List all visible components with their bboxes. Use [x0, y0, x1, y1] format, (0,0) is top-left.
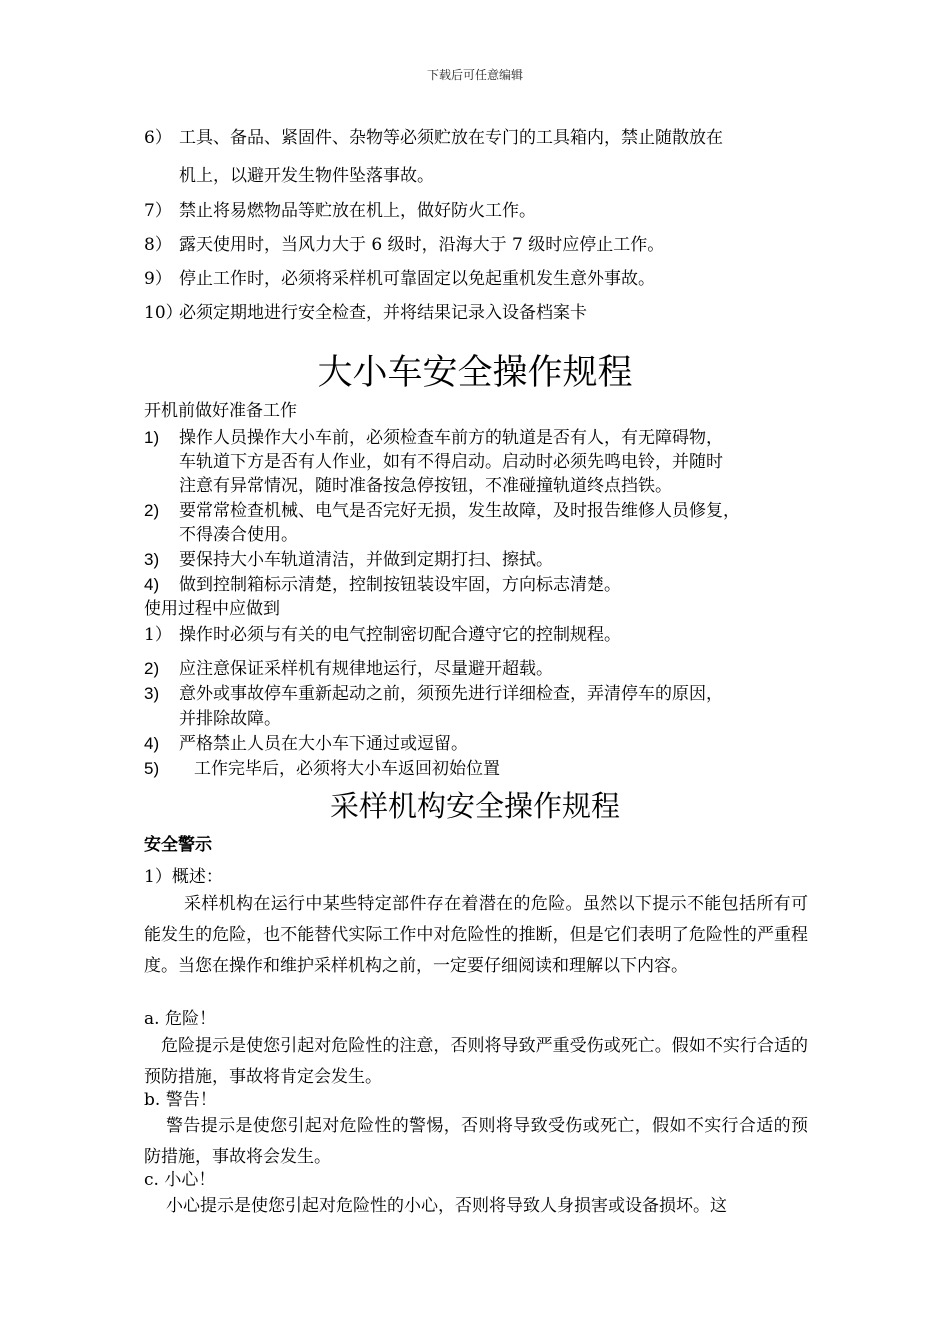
list-item-continuation: 车轨道下方是否有人作业，如有不得启动。启动时必须先鸣电铃，并随时: [179, 452, 723, 472]
overview-label: 1）概述：: [144, 867, 223, 887]
list-item-continuation: 注意有异常情况，随时准备按急停按钮，不准碰撞轨道终点挡铁。: [179, 476, 672, 496]
list-item-number: 1）: [144, 625, 172, 645]
list-item-text: 露天使用时，当风力大于 6 级时，沿海大于 7 级时应停止工作。: [179, 235, 665, 255]
section-title: 采样机构安全操作规程: [329, 789, 620, 823]
list-item-text: 应注意保证采样机有规律地运行，尽量避开超载。: [179, 659, 553, 679]
list-item-number: 2): [144, 501, 160, 520]
list-item-number: 1): [144, 428, 160, 447]
overview-paragraph: 采样机构在运行中某些特定部件存在着潜在的危险。虽然以下提示不能包括所有可能发生的危险，也不能替代实际工作中对危险性的推断，但是它们表明了危险性的严重程度。当您在操作和维护采样机构之前，一定要仔细阅读和理解以下内容。: [144, 894, 808, 976]
list-item-text: 要常常检查机械、电气是否完好无损，发生故障，及时报告维修人员修复，: [179, 501, 740, 521]
list-item-text: 操作时必须与有关的电气控制密切配合遵守它的控制规程。: [179, 625, 621, 645]
page-header: 下载后可任意编辑: [426, 68, 523, 82]
list-item-number: 5): [144, 759, 160, 778]
subheading: 使用过程中应做到: [144, 599, 280, 619]
danger-paragraph: 危险提示是使您引起对危险性的注意，否则将导致严重受伤或死亡。假如不实行合适的预防措施，事故将肯定会发生。: [144, 1036, 808, 1087]
list-item-number: 6）: [144, 128, 172, 148]
subheading: 开机前做好准备工作: [144, 401, 297, 421]
list-item-text: 要保持大小车轨道清洁，并做到定期打扫、擦拭。: [179, 550, 553, 570]
list-item-number: 2): [144, 659, 160, 678]
warning-heading: 安全警示: [144, 835, 212, 855]
section-title: 大小车安全操作规程: [317, 353, 633, 393]
list-item-number: 7）: [144, 201, 172, 221]
list-item-continuation: 机上，以避开发生物件坠落事故。: [179, 166, 434, 186]
list-item-text: 严格禁止人员在大小车下通过或逗留。: [179, 734, 468, 754]
list-item-text: 工作完毕后，必须将大小车返回初始位置: [194, 759, 500, 779]
list-item-text: 必须定期地进行安全检查，并将结果记录入设备档案卡: [179, 303, 587, 323]
list-item-number: 10）: [144, 303, 183, 323]
list-item-number: 9）: [144, 269, 172, 289]
list-item-text: 禁止将易燃物品等贮放在机上，做好防火工作。: [179, 201, 536, 221]
list-item-continuation: 不得凑合使用。: [179, 525, 298, 545]
list-item-number: 3): [144, 550, 160, 569]
list-item-text: 工具、备品、紧固件、杂物等必须贮放在专门的工具箱内，禁止随散放在: [179, 128, 723, 148]
list-item-number: 8）: [144, 235, 172, 255]
warning-label: b. 警告！: [144, 1090, 217, 1110]
list-item-number: 4): [144, 575, 160, 594]
list-item-text: 意外或事故停车重新起动之前，须预先进行详细检查，弄清停车的原因，: [179, 684, 723, 704]
list-item-number: 3): [144, 684, 160, 703]
caution-label: c. 小心！: [144, 1170, 216, 1190]
list-item-text: 停止工作时，必须将采样机可靠固定以免起重机发生意外事故。: [179, 269, 655, 289]
list-item-text: 操作人员操作大小车前，必须检查车前方的轨道是否有人，有无障碍物，: [179, 428, 723, 448]
warning-paragraph: 警告提示是使您引起对危险性的警惕，否则将导致受伤或死亡，假如不实行合适的预防措施，事故将会发生。: [144, 1116, 808, 1167]
list-item-continuation: 并排除故障。: [179, 709, 281, 729]
danger-label: a. 危险！: [144, 1009, 216, 1029]
list-item-number: 4): [144, 734, 160, 753]
list-item-text: 做到控制箱标示清楚，控制按钮装设牢固，方向标志清楚。: [179, 575, 621, 595]
caution-paragraph: 小心提示是使您引起对危险性的小心，否则将导致人身损害或设备损坏。这: [166, 1196, 727, 1216]
